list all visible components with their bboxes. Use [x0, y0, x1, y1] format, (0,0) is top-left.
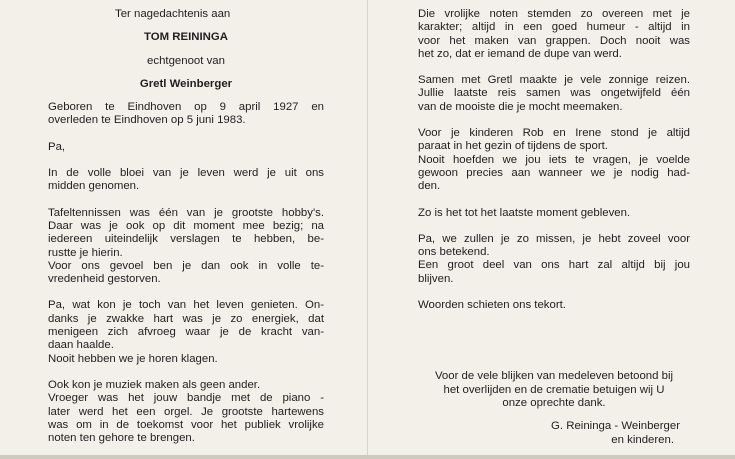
text-line: voor het maken van grappen. Doch nooit was	[418, 34, 690, 47]
signature-children: en kinderen.	[611, 433, 674, 446]
text-line: gewoon precies aan wanneer we je nodig had-	[418, 166, 690, 179]
paragraph	[418, 74, 690, 114]
paragraph	[48, 207, 324, 287]
text-line: karakter; altijd in een goed humeur - altijd in	[418, 21, 690, 34]
paragraph	[48, 379, 324, 445]
text-line: Die vrolijke noten stemden zo overeen met je	[418, 8, 690, 20]
paragraph	[418, 299, 690, 312]
text-line: paraat in het gezin of tijdens de sport.	[418, 140, 608, 153]
text-line: Nooit hoefden we jou iets te vragen, je voelde	[418, 153, 690, 166]
text-line: Zo is het tot het laatste moment gebleven.	[418, 206, 631, 219]
deceased-name: TOM REININGA	[144, 31, 228, 44]
paragraph	[48, 167, 324, 194]
left-page	[48, 8, 324, 445]
text-line: daan haalde.	[48, 339, 114, 352]
text-line: menigeen zich afvroeg waar je de kracht van-	[48, 326, 324, 339]
intro-line: Ter nagedachtenis aan	[115, 8, 231, 20]
text-line: het overlijden en de crematie betuigen wij U	[443, 383, 665, 396]
spouse-intro: echtgenoot van	[147, 54, 225, 67]
signature	[418, 420, 690, 447]
paragraph	[418, 207, 690, 220]
text-line: blijven.	[418, 272, 454, 285]
paragraph	[48, 299, 324, 365]
paragraph	[418, 8, 690, 61]
text-line: later werd het een orgel. Je grootste hartewens	[48, 405, 324, 418]
text-line: Voor de vele blijken van medeleven betoond bij	[434, 370, 674, 383]
text-line: Voor ons gevoel ben je dan ook in volle te-	[48, 259, 324, 272]
text-line: Vroeger was het jouw bandje met de piano -	[48, 392, 324, 405]
text-line: ons betekend.	[418, 246, 490, 259]
text-line: den.	[418, 180, 441, 193]
text-line: onze oprechte dank.	[502, 396, 606, 409]
text-line: was om in de toekomst voor het publiek vrolijke	[48, 418, 324, 431]
birth-death-info	[48, 101, 324, 128]
text-line: noten ten gehore te brengen.	[48, 432, 195, 445]
text-line: Voor je kinderen Rob en Irene stond je altijd	[418, 127, 690, 140]
text-line: Pa, wat kon je toch van het leven genieten. On-	[48, 299, 324, 312]
text-line: Daar was je ook op dit moment mee bezig; na	[48, 219, 324, 232]
text-line: het zo, dat er iemand de dupe van werd.	[418, 47, 622, 60]
right-page	[418, 8, 690, 447]
signature-name: G. Reininga - Weinberger	[551, 420, 680, 433]
text-line: Ook kon je muziek maken als geen ander.	[48, 378, 261, 391]
text-line: Samen met Gretl maakte je vele zonnige reizen.	[418, 74, 690, 87]
thanks-note	[418, 370, 690, 410]
paragraph	[418, 127, 690, 193]
text-line: Nooit hebben we je horen klagen.	[48, 352, 218, 365]
text-line: van de mooiste die je mocht meemaken.	[418, 100, 623, 113]
spouse-name: Gretl Weinberger	[139, 77, 233, 90]
text-line: midden genomen.	[48, 180, 140, 193]
text-line: Geboren te Eindhoven op 9 april 1927 en	[48, 101, 324, 114]
text-line: Woorden schieten ons tekort.	[418, 299, 566, 312]
text-line: iedereen uiteindelijk verslagen te hebben, be-	[48, 233, 324, 246]
text-line: Jullie laatste reis samen was ongetwijfeld één	[418, 87, 690, 100]
text-line: In de volle bloei van je leven werd je uit ons	[48, 167, 324, 180]
text-line: Een groot deel van ons hart zal altijd bij jou	[418, 259, 690, 272]
text-line: rustte je hierin.	[48, 246, 123, 259]
salutation: Pa,	[48, 140, 66, 153]
text-line: Pa, we zullen je zo missen, je hebt zoveel voor	[418, 232, 690, 245]
card-fold	[367, 0, 368, 455]
text-line: overleden te Eindhoven op 5 juni 1983.	[48, 114, 246, 127]
text-line: Tafeltennissen was één van je grootste hobby's.	[48, 206, 324, 219]
paragraph	[418, 233, 690, 286]
text-line: danks je zwakke hart was je zo energiek, dat	[48, 312, 324, 325]
text-line: vredenheid gestorven.	[48, 273, 161, 286]
